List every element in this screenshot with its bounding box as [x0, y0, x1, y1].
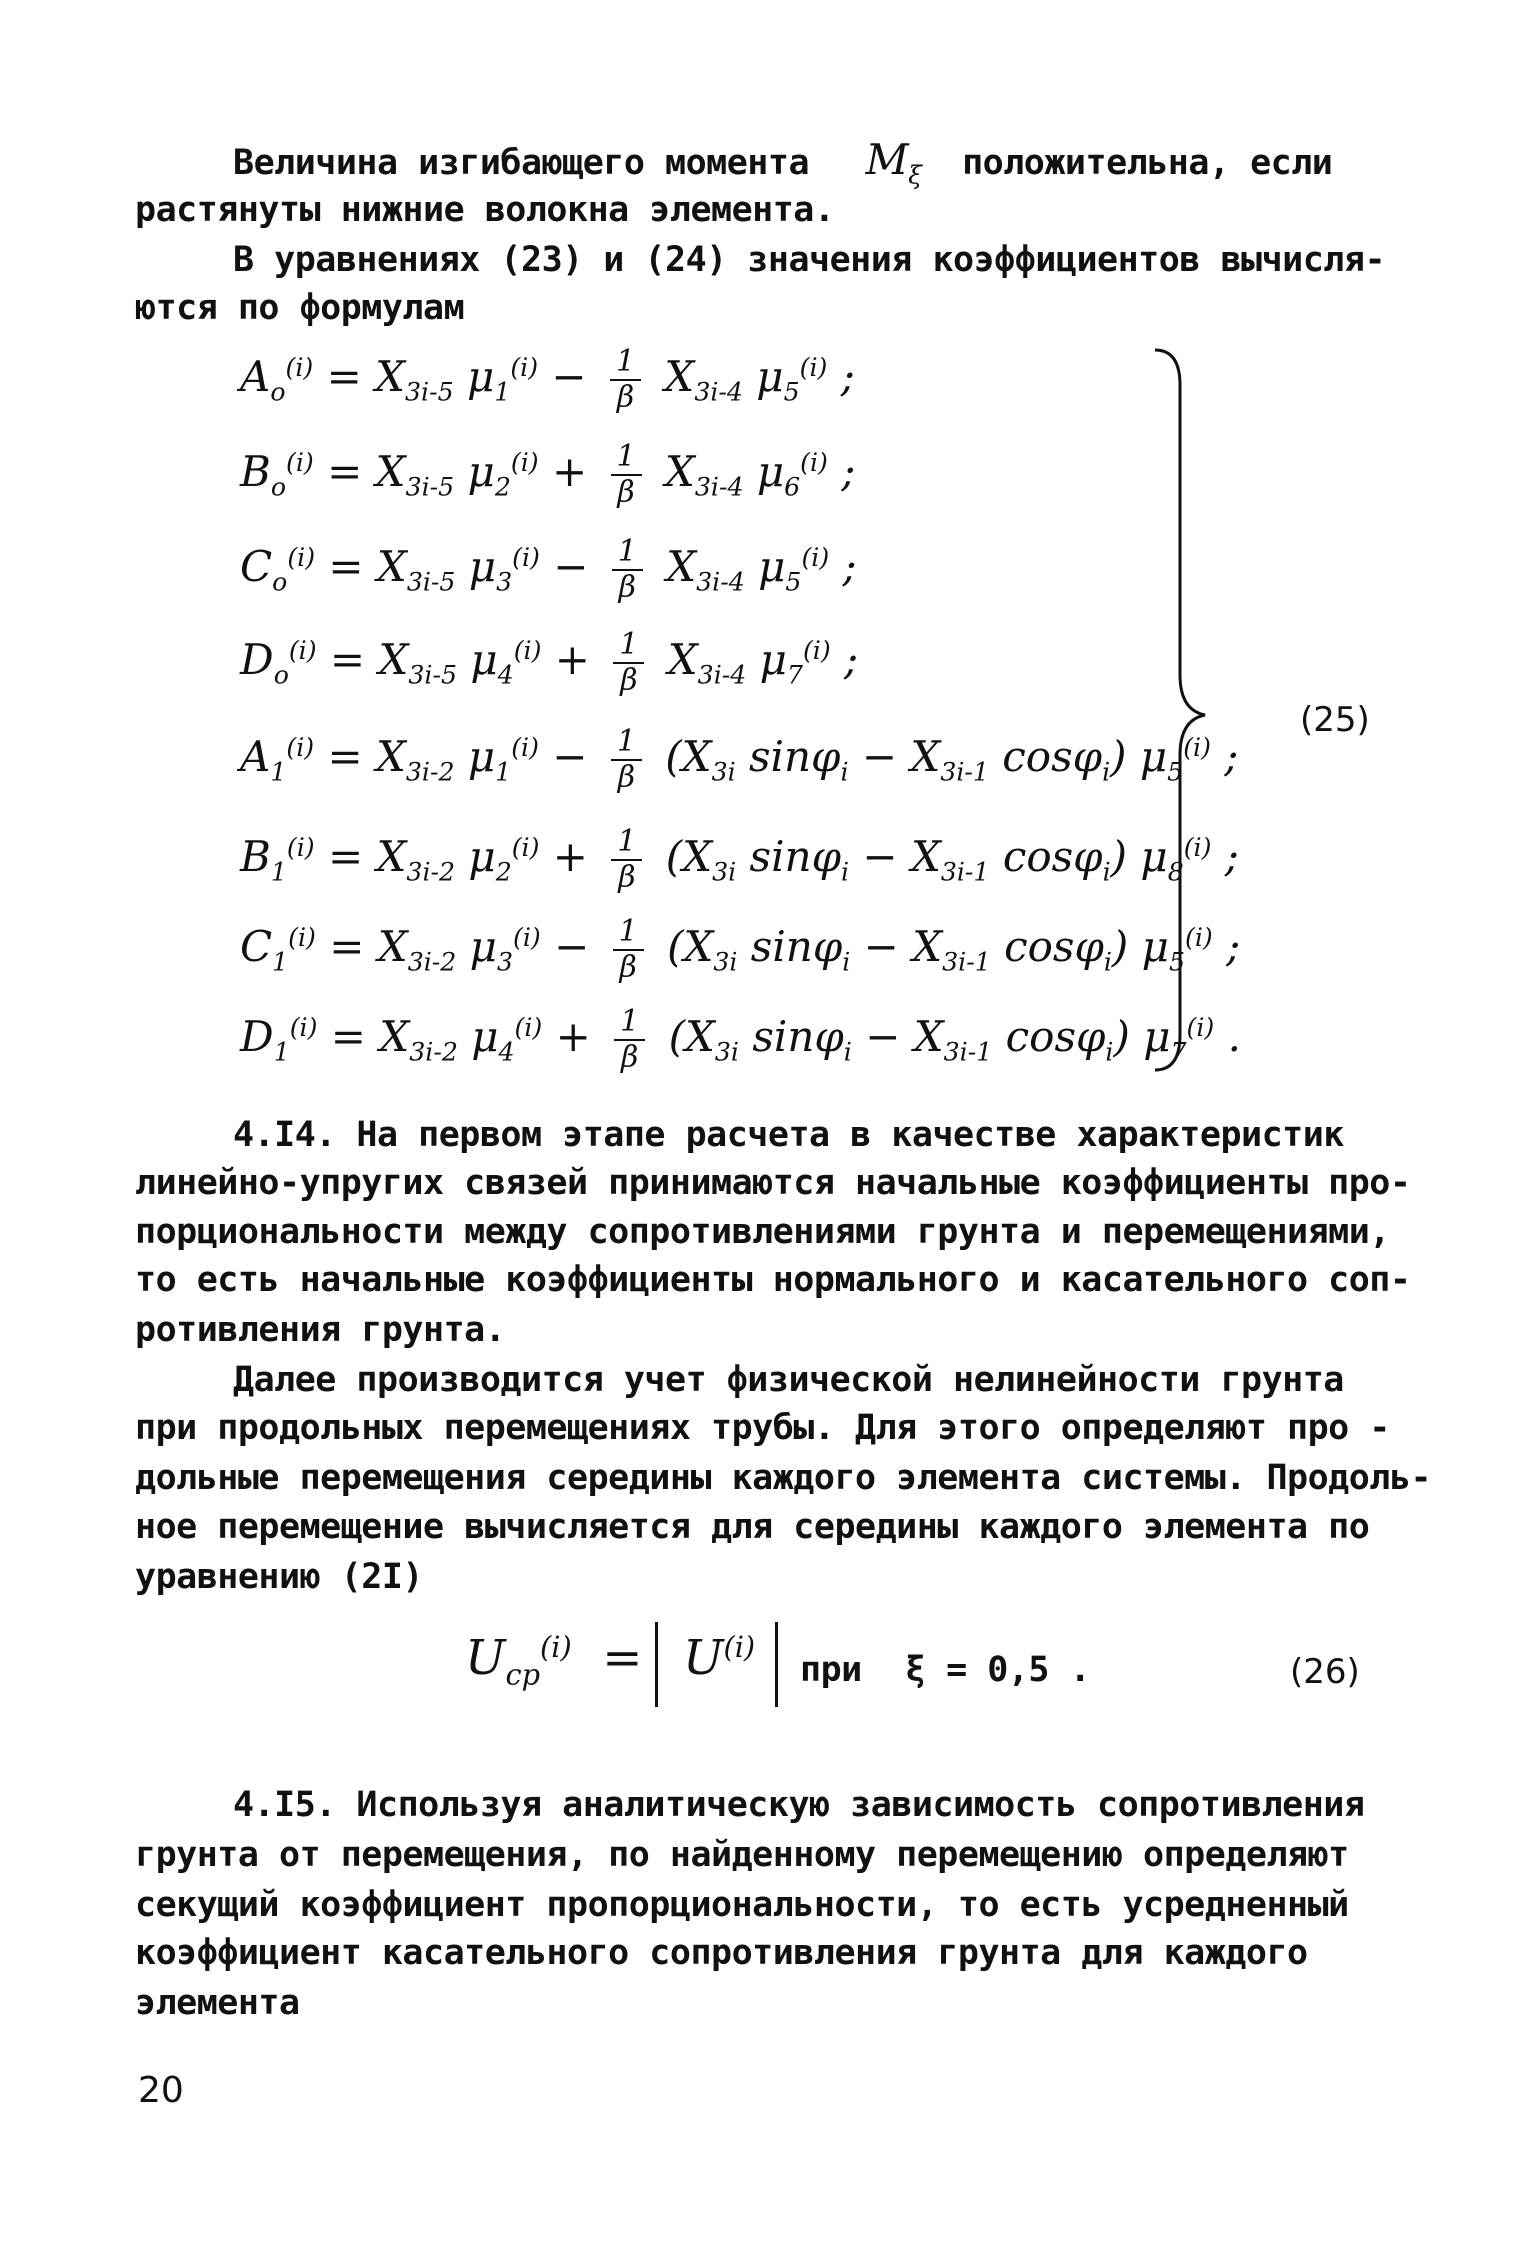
text-line: грунта от перемещения, по найденному перемещению определяют — [135, 1835, 1349, 1875]
equation-line: $D_o^{(i)} = X_{3i-5}$ $\mu_4^{(i)}$ + $\frac{1}{\beta}$ $X_{3i-4}$ $\mu_7^{(i)}$ ; — [240, 627, 859, 698]
text-line: ротивления грунта. — [135, 1310, 506, 1350]
text-fragment: Величина изгибающего момента — [233, 143, 810, 183]
text-line: В уравнениях (23) и (24) значения коэффициентов вычисля- — [233, 240, 1386, 280]
text-line: линейно-упругих связей принимаются начальные коэффициенты про- — [135, 1163, 1411, 1203]
text-line: 4.I5. Используя аналитическую зависимость сопротивления — [233, 1785, 1365, 1825]
text-line: при продольных перемещениях трубы. Для этого определяют про - — [135, 1408, 1390, 1448]
equation-value: ξ = 0,5 . — [905, 1650, 1091, 1690]
text-line: Далее производится учет физической нелинейности грунта — [233, 1360, 1344, 1400]
text-line: ются по формулам — [135, 288, 465, 328]
text-line: растянуты нижние волокна элемента. — [135, 190, 835, 230]
equation-body: $U^{(i)}$ — [683, 1630, 756, 1686]
equation-line: $C_o^{(i)} = X_{3i-5}$ $\mu_3^{(i)}$ − $\frac{1}{\beta}$ $X_{3i-4}$ $\mu_5^{(i)}$ ; — [240, 534, 857, 605]
equation-lhs: $U_{cp}^{(i)}$ = — [465, 1630, 643, 1692]
text-line: ное перемещение вычисляется для середины каждого элемента по — [135, 1507, 1370, 1547]
text-line: 4.I4. На первом этапе расчета в качестве характеристик — [233, 1115, 1344, 1155]
text-line: то есть начальные коэффициенты нормального и касательного соп- — [135, 1260, 1411, 1300]
text-line: коэффициент касательного сопротивления грунта для каждого — [135, 1933, 1308, 1973]
equation-line: $A_1^{(i)} = X_{3i-2}$ $\mu_1^{(i)}$ − $\frac{1}{\beta}$ ($X_{3i}$ $\sin\varphi_i - X_{3i-1}$ cosφ$_i$) $\mu_5^{(i)}$ ; — [240, 724, 1239, 795]
text-line: секущий коэффициент пропорциональности, то есть усредненный — [135, 1885, 1349, 1925]
text-line: дольные перемещения середины каждого элемента системы. Продоль- — [135, 1458, 1432, 1498]
equation-line: $B_1^{(i)} = X_{3i-2}$ $\mu_2^{(i)}$ + $\frac{1}{\beta}$ ($X_{3i}$ $\sin\varphi_i - X_{3i-1}$ cosφ$_i$) $\mu_8^{(i)}$ ; — [240, 824, 1239, 895]
equation-line: $B_o^{(i)} = X_{3i-5}$ $\mu_2^{(i)}$ + $\frac{1}{\beta}$ $X_{3i-4}$ $\mu_6^{(i)}$ ; — [240, 439, 856, 510]
abs-bar — [655, 1622, 658, 1707]
page-number: 20 — [138, 2070, 184, 2111]
right-brace — [1150, 345, 1210, 1075]
equation-line: $D_1^{(i)} = X_{3i-2}$ $\mu_4^{(i)}$ + $\frac{1}{\beta}$ ($X_{3i}$ $\sin\varphi_i - X_{3i-1}$ cosφ$_i$) $\mu_7^{(i)}$ . — [240, 1004, 1241, 1075]
text-line: порциональности между сопротивлениями грунта и перемещениями, — [135, 1212, 1390, 1252]
text-fragment: положительна, если — [962, 143, 1333, 183]
equation-word: при — [800, 1650, 862, 1690]
equation-number: (26) — [1290, 1652, 1360, 1692]
text-line: элемента — [135, 1983, 300, 2023]
equation-number: (25) — [1300, 700, 1370, 740]
text-line: уравнению (2I) — [135, 1557, 424, 1597]
equation-line: $C_1^{(i)} = X_{3i-2}$ $\mu_3^{(i)}$ − $\frac{1}{\beta}$ ($X_{3i}$ $\sin\varphi_i - X_{3i-1}$ cosφ$_i$) $\mu_5^{(i)}$ ; — [240, 914, 1241, 985]
equation-line: $A_o^{(i)} = X_{3i-5}$ $\mu_1^{(i)}$ − $\frac{1}{\beta}$ $X_{3i-4}$ $\mu_5^{(i)}$ ; — [240, 344, 855, 415]
abs-bar — [775, 1622, 778, 1707]
moment-symbol: $M_\xi$ — [865, 135, 922, 190]
text-line — [233, 135, 1333, 190]
